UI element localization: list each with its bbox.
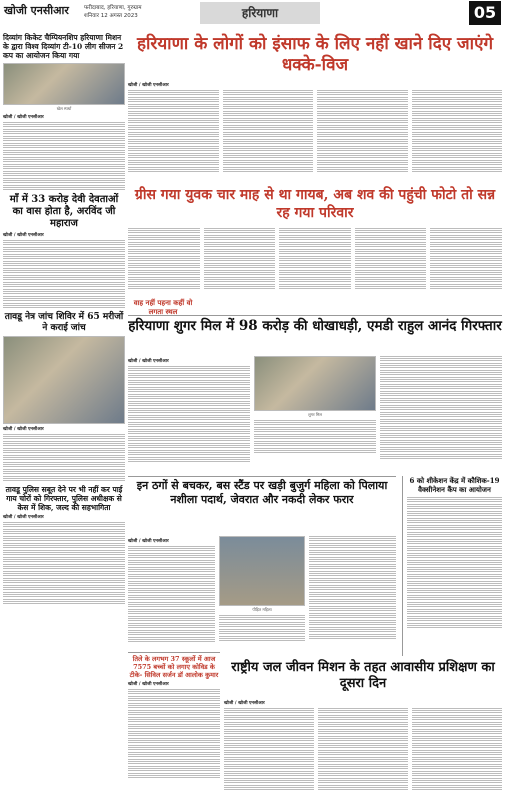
left-column xyxy=(3,33,125,606)
eye-camp-photo xyxy=(3,336,125,424)
text-lines xyxy=(3,557,125,563)
text-lines xyxy=(3,289,125,295)
left-story3-byline: खोजी / खोजी एनसीआर xyxy=(3,427,44,432)
text-lines xyxy=(3,469,125,475)
vaccination-camp-headline: 6 को शीकेशन केंद्र में कौशिक-19 वैक्सीनेशन कैंप का आयोजन xyxy=(409,476,500,494)
text-lines xyxy=(3,185,125,191)
vaccination-box xyxy=(402,476,502,656)
text-lines xyxy=(3,136,125,142)
text-lines xyxy=(3,150,125,156)
sugar-mill-headline: हरियाणा शुगर मिल में 98 करोड़ की धोखाधड़ी, एमडी राहुल आनंद गिरफ्तार xyxy=(128,315,502,335)
side-headline-1: वाह नहीं पहना कहीं वो लगता स्थल xyxy=(133,298,193,316)
left-story4-headline: तावडू पुलिस सबूत देने पर भी नहीं कर पाई गाय चोरों को गिरफ्तार, पुलिस अधीक्षक से केस में शिक, जल्द की सहभागिता xyxy=(5,485,123,512)
text-lines xyxy=(3,303,125,309)
text-lines xyxy=(3,476,125,482)
left-story1-headline: दिव्यांग किकेट चैम्पियनशिप हरियाणा मिशन के द्वारा विश्व दिव्यांग टी-10 लीग सीजन 2 कप का आयोजन किया गया xyxy=(3,33,124,60)
text-lines xyxy=(3,247,125,253)
text-lines xyxy=(3,599,125,605)
greece-story-body xyxy=(128,228,502,298)
text-lines xyxy=(3,261,125,267)
greece-headline: ग्रीस गया युवक चार माह से था गायब, अब शव की पहुंची फोटो तो सन्न रह गया परिवार xyxy=(134,187,496,221)
text-lines xyxy=(3,240,125,246)
bus-stand-byline: खोजी / खोजी एनसीआर xyxy=(128,539,169,544)
text-lines xyxy=(3,455,125,461)
meta-line-1: फरीदाबाद, हरियाणा, गुरुग्राम xyxy=(84,5,142,11)
left-story3-headline: तावडू नेत्र जांच शिविर में 65 मरीजों ने कराई जांच xyxy=(4,312,124,333)
jal-jeevan-byline: खोजी / खोजी एनसीआर xyxy=(224,701,265,706)
text-lines xyxy=(3,171,125,177)
text-lines xyxy=(3,164,125,170)
text-lines xyxy=(3,536,125,542)
section-title: हरियाणा xyxy=(200,2,320,24)
text-lines xyxy=(3,522,125,528)
sugar-byline: खोजी / खोजी एनसीआर xyxy=(128,359,169,364)
text-lines xyxy=(3,441,125,447)
sugar-mill-photo xyxy=(254,356,376,411)
left-story4-byline: खोजी / खोजी एनसीआर xyxy=(3,515,44,520)
text-lines xyxy=(3,543,125,549)
cricket-photo xyxy=(3,63,125,105)
left-story1-byline: खोजी / खोजी एनसीआर xyxy=(3,115,44,120)
schools-vaccination-headline: तिले के लगभग 37 स्कूलों में आज 7575 बच्चों को लगाए कोविड के टीके- सिविल सर्जन डॉ आलोक कुमार xyxy=(129,655,219,679)
meta-line-2: शनिवार 12 अगस्त 2023 xyxy=(84,13,138,19)
text-lines xyxy=(3,592,125,598)
text-lines xyxy=(3,275,125,281)
text-lines xyxy=(3,296,125,302)
woman-photo-caption: पीड़ित महिला xyxy=(252,607,272,612)
text-lines xyxy=(3,122,125,128)
text-lines xyxy=(3,254,125,260)
page-number: 05 xyxy=(469,1,501,25)
text-lines xyxy=(3,268,125,274)
left-story2-headline: माँ में 33 करोड़ देवी देवताओं का वास होता है, अरविंद जी महाराज xyxy=(9,194,119,229)
sugar-photo-caption: शुगर मिल xyxy=(307,412,323,417)
text-lines xyxy=(3,578,125,584)
text-lines xyxy=(3,282,125,288)
masthead-meta xyxy=(84,4,204,20)
bus-stand-story xyxy=(128,536,396,646)
text-lines xyxy=(3,571,125,577)
left-story2-byline: खोजी / खोजी एनसीआर xyxy=(3,233,44,238)
lead-story-body xyxy=(128,80,502,180)
brand-logo: खोजी एनसीआर xyxy=(4,4,69,17)
jal-jeevan-headline: राष्ट्रीय जल जीवन मिशन के तहत आवासीय प्रशिक्षण का दूसरा दिन xyxy=(231,660,495,691)
lead-byline: खोजी / खोजी एनसीआर xyxy=(128,83,169,88)
text-lines xyxy=(3,585,125,591)
schools-byline: खोजी / खोजी एनसीआर xyxy=(128,682,169,687)
text-lines xyxy=(3,564,125,570)
jal-jeevan-story xyxy=(224,698,502,798)
text-lines xyxy=(3,129,125,135)
cricket-photo-caption: खेल स्पर्धा xyxy=(56,106,72,111)
text-lines xyxy=(3,550,125,556)
bus-stand-headline: इन ठगों से बचकर, बस स्टैंड पर खड़ी बुजुर्ग महिला को पिलाया नशीला पदार्थ, जेवरात और नकदी लेकर फरार xyxy=(128,476,396,507)
text-lines xyxy=(3,178,125,184)
lead-headline: हरियाणा के लोगों को इंसाफ के लिए नहीं खाने दिए जाएंगे धक्के-विज xyxy=(136,34,494,75)
sugar-mill-story xyxy=(128,356,502,466)
text-lines xyxy=(3,448,125,454)
schools-vaccination-story xyxy=(128,652,220,780)
text-lines xyxy=(3,434,125,440)
text-lines xyxy=(3,462,125,468)
text-lines xyxy=(3,143,125,149)
text-lines xyxy=(3,157,125,163)
text-lines xyxy=(3,529,125,535)
woman-photo xyxy=(219,536,306,606)
